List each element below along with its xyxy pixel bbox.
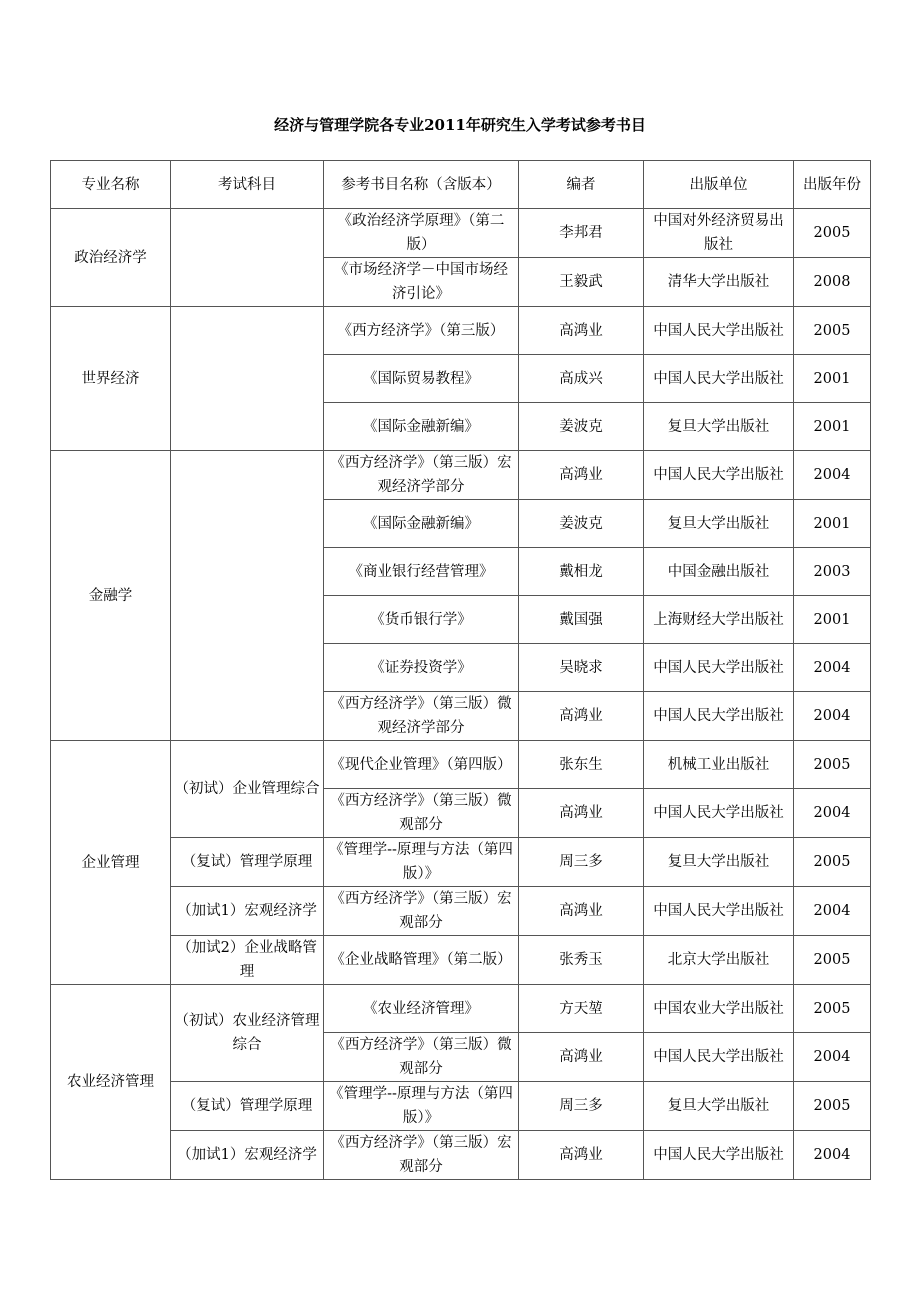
publisher-cell: 复旦大学出版社	[644, 403, 794, 451]
publisher-cell: 中国金融出版社	[644, 548, 794, 596]
author-cell: 张东生	[519, 741, 644, 789]
publisher-cell: 清华大学出版社	[644, 258, 794, 307]
book-title-cell: 《西方经济学》（第三版）微观经济学部分	[324, 692, 519, 741]
subject-cell: （加试2）企业战略管理	[171, 936, 324, 985]
table-row	[51, 451, 871, 500]
book-title-cell: 《企业战略管理》（第二版）	[324, 936, 519, 985]
table-row	[51, 985, 871, 1033]
author-cell: 戴相龙	[519, 548, 644, 596]
author-cell: 方天堃	[519, 985, 644, 1033]
subject-cell	[171, 209, 324, 307]
year-cell: 2005	[794, 741, 871, 789]
book-title-cell: 《西方经济学》（第三版）微观部分	[324, 789, 519, 838]
publisher-cell: 中国人民大学出版社	[644, 307, 794, 355]
subject-cell: （复试）管理学原理	[171, 1082, 324, 1131]
major-cell: 政治经济学	[51, 209, 171, 307]
subject-cell: （加试1）宏观经济学	[171, 1131, 324, 1180]
author-cell: 吴晓求	[519, 644, 644, 692]
subject-cell: （初试）企业管理综合	[171, 741, 324, 838]
year-cell: 2004	[794, 1033, 871, 1082]
subject-cell	[171, 307, 324, 451]
author-cell: 高鸿业	[519, 692, 644, 741]
year-cell: 2005	[794, 209, 871, 258]
book-title-cell: 《国际金融新编》	[324, 500, 519, 548]
year-cell: 2004	[794, 789, 871, 838]
book-title-cell: 《管理学--原理与方法（第四版）》	[324, 1082, 519, 1131]
year-cell: 2004	[794, 451, 871, 500]
table-row	[51, 936, 871, 985]
table-row	[51, 887, 871, 936]
author-cell: 高鸿业	[519, 789, 644, 838]
publisher-cell: 中国人民大学出版社	[644, 451, 794, 500]
header-major: 专业名称	[51, 161, 171, 209]
author-cell: 周三多	[519, 1082, 644, 1131]
book-title-cell: 《商业银行经营管理》	[324, 548, 519, 596]
year-cell: 2003	[794, 548, 871, 596]
book-title-cell: 《西方经济学》（第三版）微观部分	[324, 1033, 519, 1082]
subject-cell: （复试）管理学原理	[171, 838, 324, 887]
author-cell: 高鸿业	[519, 307, 644, 355]
header-author: 编者	[519, 161, 644, 209]
reference-book-table	[50, 160, 871, 1180]
publisher-cell: 中国人民大学出版社	[644, 789, 794, 838]
year-cell: 2004	[794, 887, 871, 936]
table-header-row	[51, 161, 871, 209]
year-cell: 2004	[794, 644, 871, 692]
publisher-cell: 复旦大学出版社	[644, 838, 794, 887]
book-title-cell: 《农业经济管理》	[324, 985, 519, 1033]
year-cell: 2005	[794, 936, 871, 985]
publisher-cell: 复旦大学出版社	[644, 500, 794, 548]
book-title-cell: 《货币银行学》	[324, 596, 519, 644]
book-title-cell: 《市场经济学－中国市场经济引论》	[324, 258, 519, 307]
year-cell: 2001	[794, 403, 871, 451]
book-title-cell: 《西方经济学》（第三版）宏观经济学部分	[324, 451, 519, 500]
publisher-cell: 中国农业大学出版社	[644, 985, 794, 1033]
major-cell: 世界经济	[51, 307, 171, 451]
author-cell: 姜波克	[519, 500, 644, 548]
author-cell: 高鸿业	[519, 1131, 644, 1180]
year-cell: 2005	[794, 985, 871, 1033]
year-cell: 2005	[794, 307, 871, 355]
table-row	[51, 741, 871, 789]
publisher-cell: 中国人民大学出版社	[644, 692, 794, 741]
author-cell: 高成兴	[519, 355, 644, 403]
year-cell: 2004	[794, 692, 871, 741]
table-row	[51, 1131, 871, 1180]
author-cell: 张秀玉	[519, 936, 644, 985]
book-title-cell: 《现代企业管理》（第四版）	[324, 741, 519, 789]
table-row	[51, 838, 871, 887]
major-cell: 农业经济管理	[51, 985, 171, 1180]
author-cell: 高鸿业	[519, 451, 644, 500]
publisher-cell: 北京大学出版社	[644, 936, 794, 985]
book-title-cell: 《西方经济学》（第三版）	[324, 307, 519, 355]
publisher-cell: 中国人民大学出版社	[644, 355, 794, 403]
document-title: 经济与管理学院各专业2011年研究生入学考试参考书目	[274, 116, 646, 134]
header-book-title: 参考书目名称（含版本）	[324, 161, 519, 209]
book-title-cell: 《证券投资学》	[324, 644, 519, 692]
year-cell: 2001	[794, 500, 871, 548]
publisher-cell: 中国对外经济贸易出版社	[644, 209, 794, 258]
year-cell: 2001	[794, 596, 871, 644]
major-cell: 金融学	[51, 451, 171, 741]
book-title-cell: 《国际贸易教程》	[324, 355, 519, 403]
book-title-cell: 《西方经济学》（第三版）宏观部分	[324, 1131, 519, 1180]
publisher-cell: 中国人民大学出版社	[644, 644, 794, 692]
header-subject: 考试科目	[171, 161, 324, 209]
publisher-cell: 复旦大学出版社	[644, 1082, 794, 1131]
author-cell: 姜波克	[519, 403, 644, 451]
subject-cell: （加试1）宏观经济学	[171, 887, 324, 936]
year-cell: 2004	[794, 1131, 871, 1180]
author-cell: 周三多	[519, 838, 644, 887]
author-cell: 高鸿业	[519, 887, 644, 936]
publisher-cell: 中国人民大学出版社	[644, 1033, 794, 1082]
publisher-cell: 机械工业出版社	[644, 741, 794, 789]
book-title-cell: 《西方经济学》（第三版）宏观部分	[324, 887, 519, 936]
header-year: 出版年份	[794, 161, 871, 209]
year-cell: 2005	[794, 1082, 871, 1131]
subject-cell	[171, 451, 324, 741]
author-cell: 李邦君	[519, 209, 644, 258]
author-cell: 戴国强	[519, 596, 644, 644]
book-title-cell: 《政治经济学原理》（第二版）	[324, 209, 519, 258]
book-title-cell: 《管理学--原理与方法（第四版）》	[324, 838, 519, 887]
author-cell: 高鸿业	[519, 1033, 644, 1082]
publisher-cell: 上海财经大学出版社	[644, 596, 794, 644]
author-cell: 王毅武	[519, 258, 644, 307]
book-title-cell: 《国际金融新编》	[324, 403, 519, 451]
year-cell: 2001	[794, 355, 871, 403]
header-publisher: 出版单位	[644, 161, 794, 209]
year-cell: 2005	[794, 838, 871, 887]
publisher-cell: 中国人民大学出版社	[644, 887, 794, 936]
year-cell: 2008	[794, 258, 871, 307]
table-row	[51, 307, 871, 355]
publisher-cell: 中国人民大学出版社	[644, 1131, 794, 1180]
table-row	[51, 209, 871, 258]
subject-cell: （初试）农业经济管理综合	[171, 985, 324, 1082]
major-cell: 企业管理	[51, 741, 171, 985]
table-row	[51, 1082, 871, 1131]
